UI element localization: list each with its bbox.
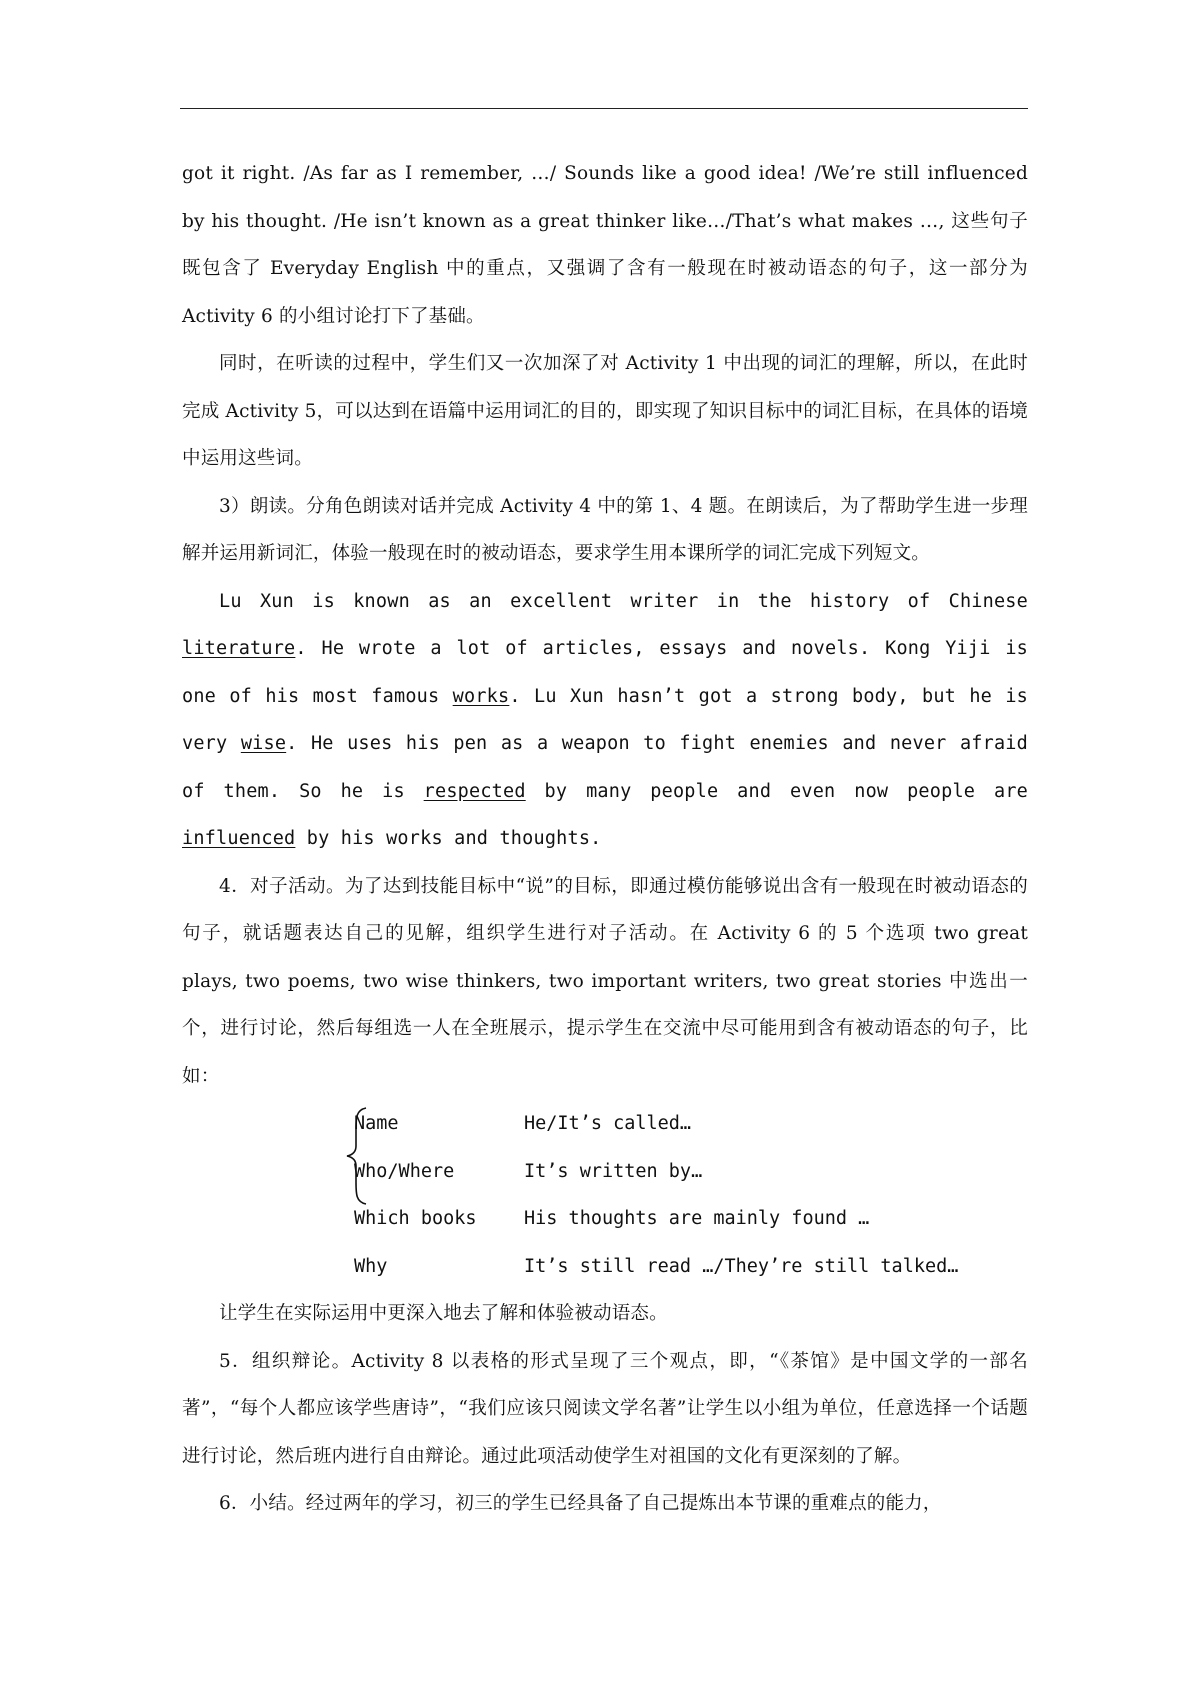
paragraph-summary: 6．小结。经过两年的学习，初三的学生已经具备了自己提炼出本节课的重难点的能力， [219,1493,942,1514]
paragraph-vocabulary-activity: 同时，在听读的过程中，学生们又一次加深了对 Activity 1 中出现的词汇的理解，所以，在此时完成 Activity 5，可以达到在语篇中运用词汇的目的，即实现了知识目标中的词汇目标，在具体的语境中运用这些词。 [182,353,1028,469]
blank-answer-influenced: influenced [182,828,296,849]
blank-answer-literature: literature [182,638,296,659]
passage-lu-xun [182,578,1028,863]
sentence-prompt-table [354,1100,994,1290]
prompt-sentence: It’s still read …/They’re still talked… [524,1255,959,1277]
passage-text: Lu Xun is known as an excellent writer in the history of Chinese [219,590,1028,612]
passage-text: by his works and thoughts. [295,828,602,849]
blank-answer-respected: respected [423,780,526,802]
blank-answer-works: works [452,685,510,707]
prompt-label: Who/Where [354,1160,455,1182]
blank-answer-wise: wise [240,733,287,754]
paragraph-pair-activity: 4．对子活动。为了达到技能目标中“说”的目标，即通过模仿能够说出含有一般现在时被动语态的句子，就话题表达自己的见解，组织学生进行对子活动。在 Activity 6 的 5 个选项 two great plays, two poems, two wise thinkers, two important writers, two great stories 中选出一个，进行讨论，然后每组选一人在全班展示，提示学生在交流中尽可能用到含有被动语态的句子，比如： [182,875,1028,1087]
prompt-sentence: It’s written by… [524,1160,703,1182]
passage-text: by many people and even now people are [525,780,1028,802]
paragraph-phrases-summary: got it right. /As far as I remember, …/ Sounds like a good idea! /We’re still influenced by his thought. /He isn’t known as a great thinker like…/That’s what makes …, 这些句子既包含了 Everyday English 中的重点，又强调了含有一般现在时被动语态的句子，这一部分为 Activity 6 的小组讨论打下了基础。 [182,163,1028,327]
prompt-label: Name [354,1113,399,1134]
passage-text: . He uses his pen as a weapon to fight enemies and never afraid of them. So he is [182,733,1028,802]
prompt-sentence: He/It’s called… [524,1113,692,1134]
passage-text: . He wrote a lot of articles, essays and novels. Kong Yiji is one of his most famous [182,638,1028,707]
page-content [182,150,1028,1528]
paragraph-reading-aloud: 3）朗读。分角色朗读对话并完成 Activity 4 中的第 1、4 题。在朗读后，为了帮助学生进一步理解并运用新词汇，体验一般现在时的被动语态，要求学生用本课所学的词汇完成下列短文。 [182,495,1028,564]
prompt-label: Which books [354,1208,477,1229]
prompt-label: Why [354,1255,388,1277]
header-rule [180,108,1028,109]
paragraph-debate: 5．组织辩论。Activity 8 以表格的形式呈现了三个观点，即，“《茶馆》是中国文学的一部名著”，“每个人都应该学些唐诗”，“我们应该只阅读文学名著”让学生以小组为单位，任意选择一个话题进行讨论，然后班内进行自由辩论。通过此项活动使学生对祖国的文化有更深刻的了解。 [182,1350,1028,1467]
passage-text: . Lu Xun hasn’t got a strong body, but he is very [182,685,1028,754]
paragraph-passive-voice-note: 让学生在实际运用中更深入地去了解和体验被动语态。 [219,1303,668,1324]
prompt-sentence: His thoughts are mainly found … [524,1208,870,1229]
